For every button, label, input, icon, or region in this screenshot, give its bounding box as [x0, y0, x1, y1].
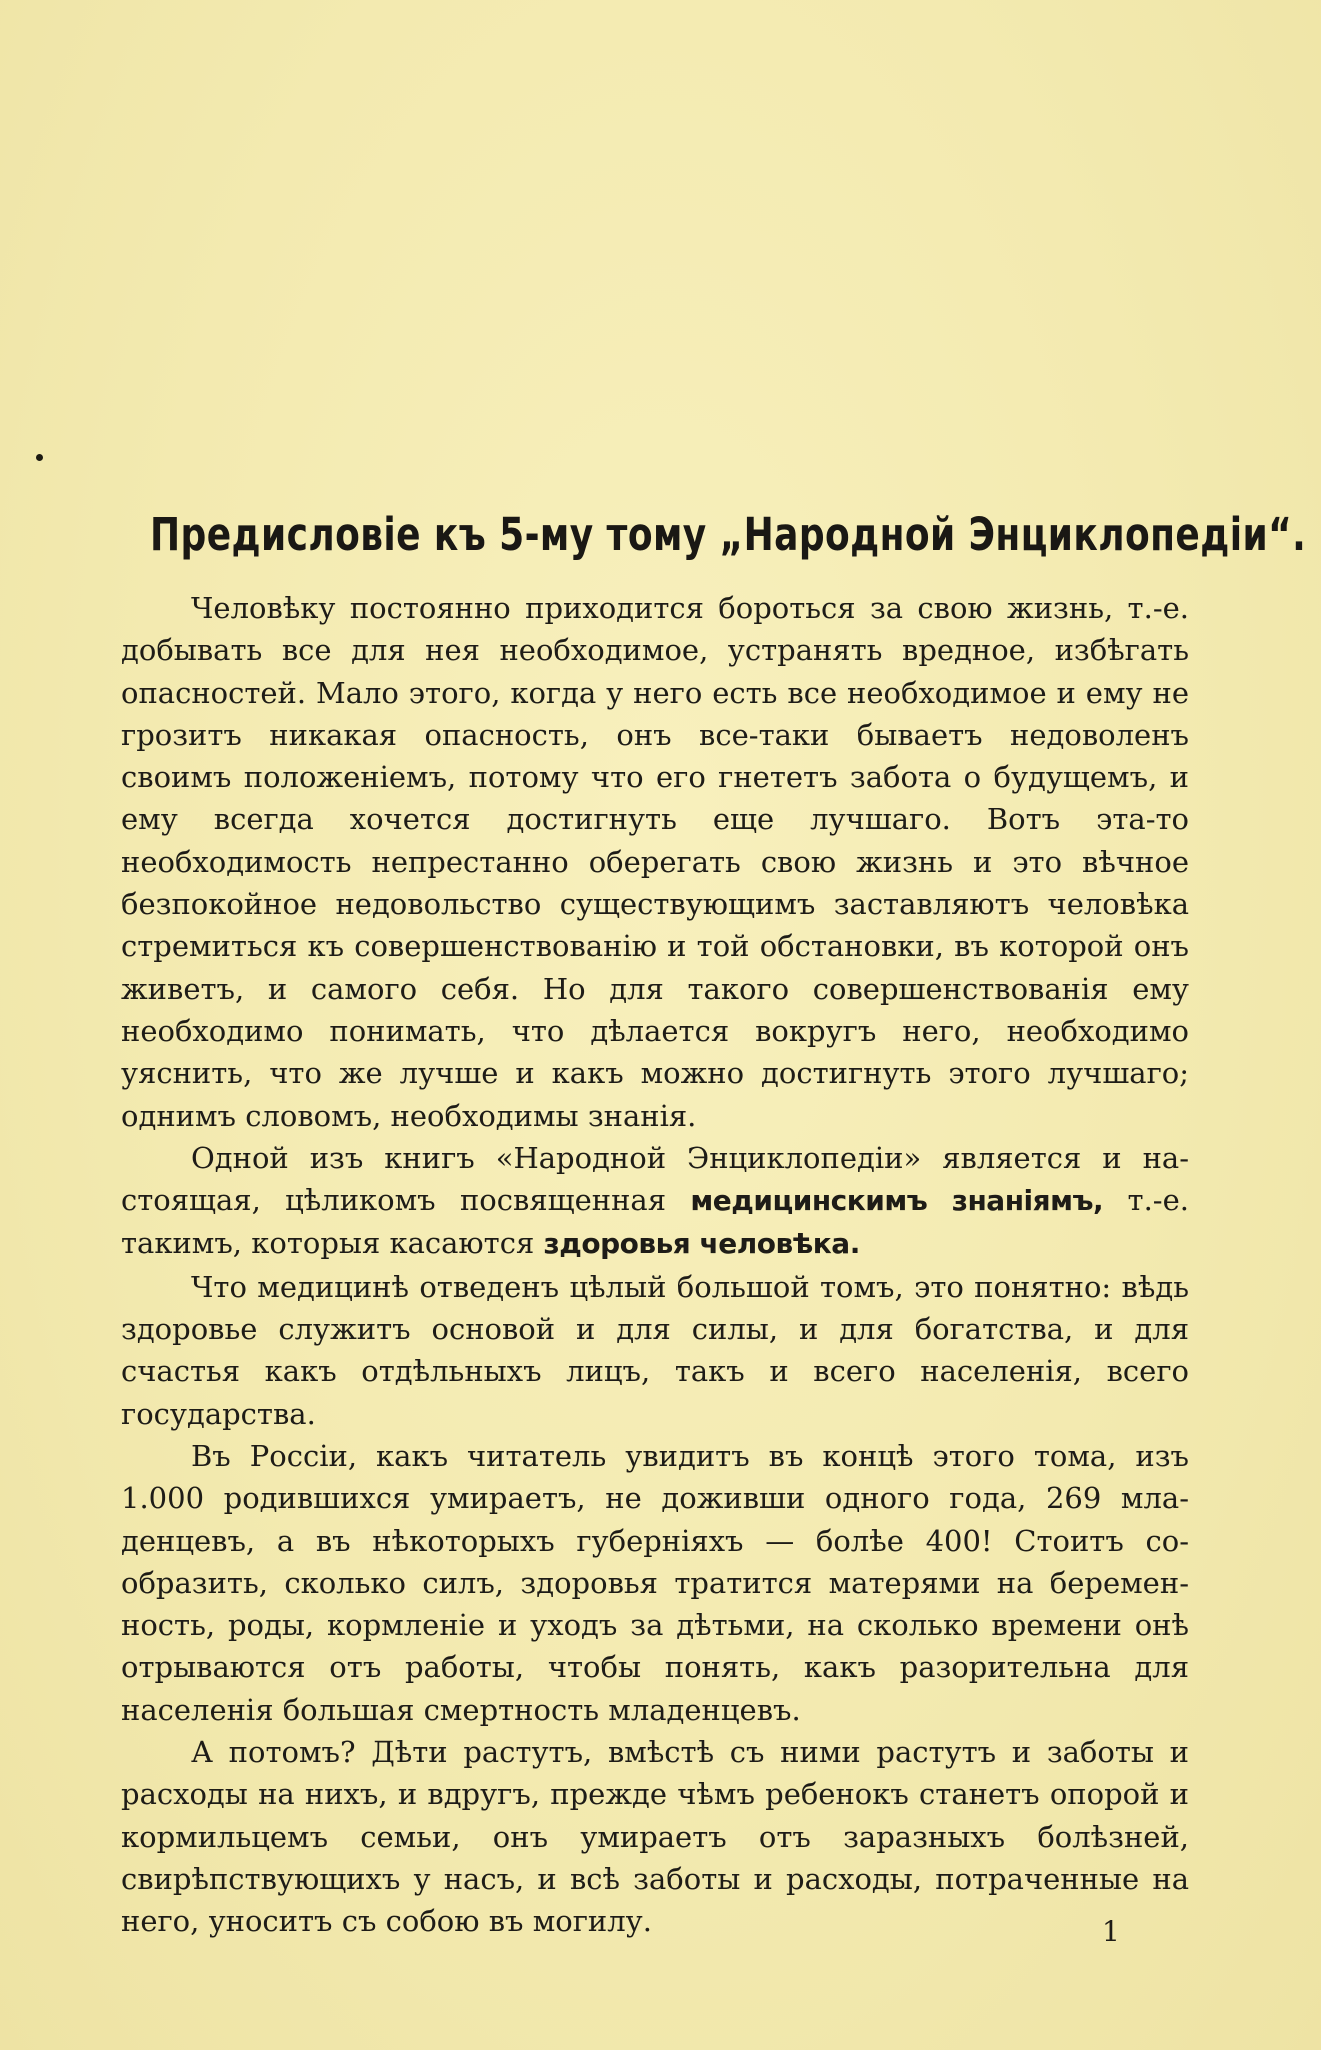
paragraph-2: [121, 1137, 1189, 1266]
page-title: Предисловіе къ 5-му тому „Народной Энциклопедіи“.: [150, 508, 1307, 561]
paragraph-3: Что медицинѣ отведенъ цѣлый большой томъ, это понятно: вѣдь здоровье служитъ основой и для силы, и для богатства, и для счастья какъ отдѣльныхъ лицъ, такъ и всего населенія, всего государства.: [121, 1269, 1189, 1431]
paragraph-2-part-1: Одной изъ книгъ «Народной Энциклопедіи» является и настоящая, цѣликомъ посвященная: [121, 1140, 1189, 1218]
paragraph-4: Въ Россіи, какъ читатель увидитъ въ концѣ этого тома, изъ 1.000 родившихся умираетъ, не доживши одного года, 269 младенцевъ, а въ нѣкоторыхъ губерніяхъ — болѣе 400! Стоитъ сообразить, сколько силъ, здоровья тратится матерями на беременность, роды, кормленіе и уходъ за дѣтьми, на сколько времени онѣ отрываются отъ работы, чтобы понять, какъ разорительна для населенія большая смертность младенцевъ.: [121, 1438, 1189, 1727]
bold-term-medical-knowledge: медицинскимъ знаніямъ,: [690, 1184, 1104, 1218]
body-text: [121, 587, 1189, 1943]
page-number: 1: [1102, 1915, 1120, 1948]
paragraph-2-part-2: т.-е. такимъ, которыя касаются: [121, 1183, 1189, 1261]
paragraph-5: А потомъ? Дѣти растутъ, вмѣстѣ съ ними растутъ и заботы и расходы на нихъ, и вдругъ, прежде чѣмъ ребенокъ станетъ опорой и кормильцемъ семьи, онъ умираетъ отъ заразныхъ болѣзней, свирѣпствующихъ у насъ, и всѣ заботы и расходы, потраченные на него, уноситъ съ собою въ могилу.: [121, 1735, 1189, 1939]
paragraph-1: Человѣку постоянно приходится бороться за свою жизнь, т.-е. добывать все для нея необходимое, устранять вредное, избѣгать опасностей. Мало этого, когда у него есть все необходимое и ему не грозитъ никакая опасность, онъ все-таки бываетъ недоволенъ своимъ положеніемъ, потому что его гнететъ забота о будущемъ, и ему всегда хочется достигнуть еще лучшаго. Вотъ эта-то необходимость непрестанно оберегать свою жизнь и это вѣчное безпокойное недовольство существующимъ заставляютъ человѣка стремиться къ совершенствованію и той обстановки, въ которой онъ живетъ, и самого себя. Но для такого совершенствованія ему необходимо понимать, что дѣлается вокругъ него, необходимо уяснить, что же лучше и какъ можно достигнуть этого лучшаго; однимъ словомъ, необходимы знанія.: [121, 591, 1189, 1133]
bold-term-human-health: здоровья человѣка.: [543, 1227, 860, 1261]
ink-speck: [36, 454, 43, 461]
